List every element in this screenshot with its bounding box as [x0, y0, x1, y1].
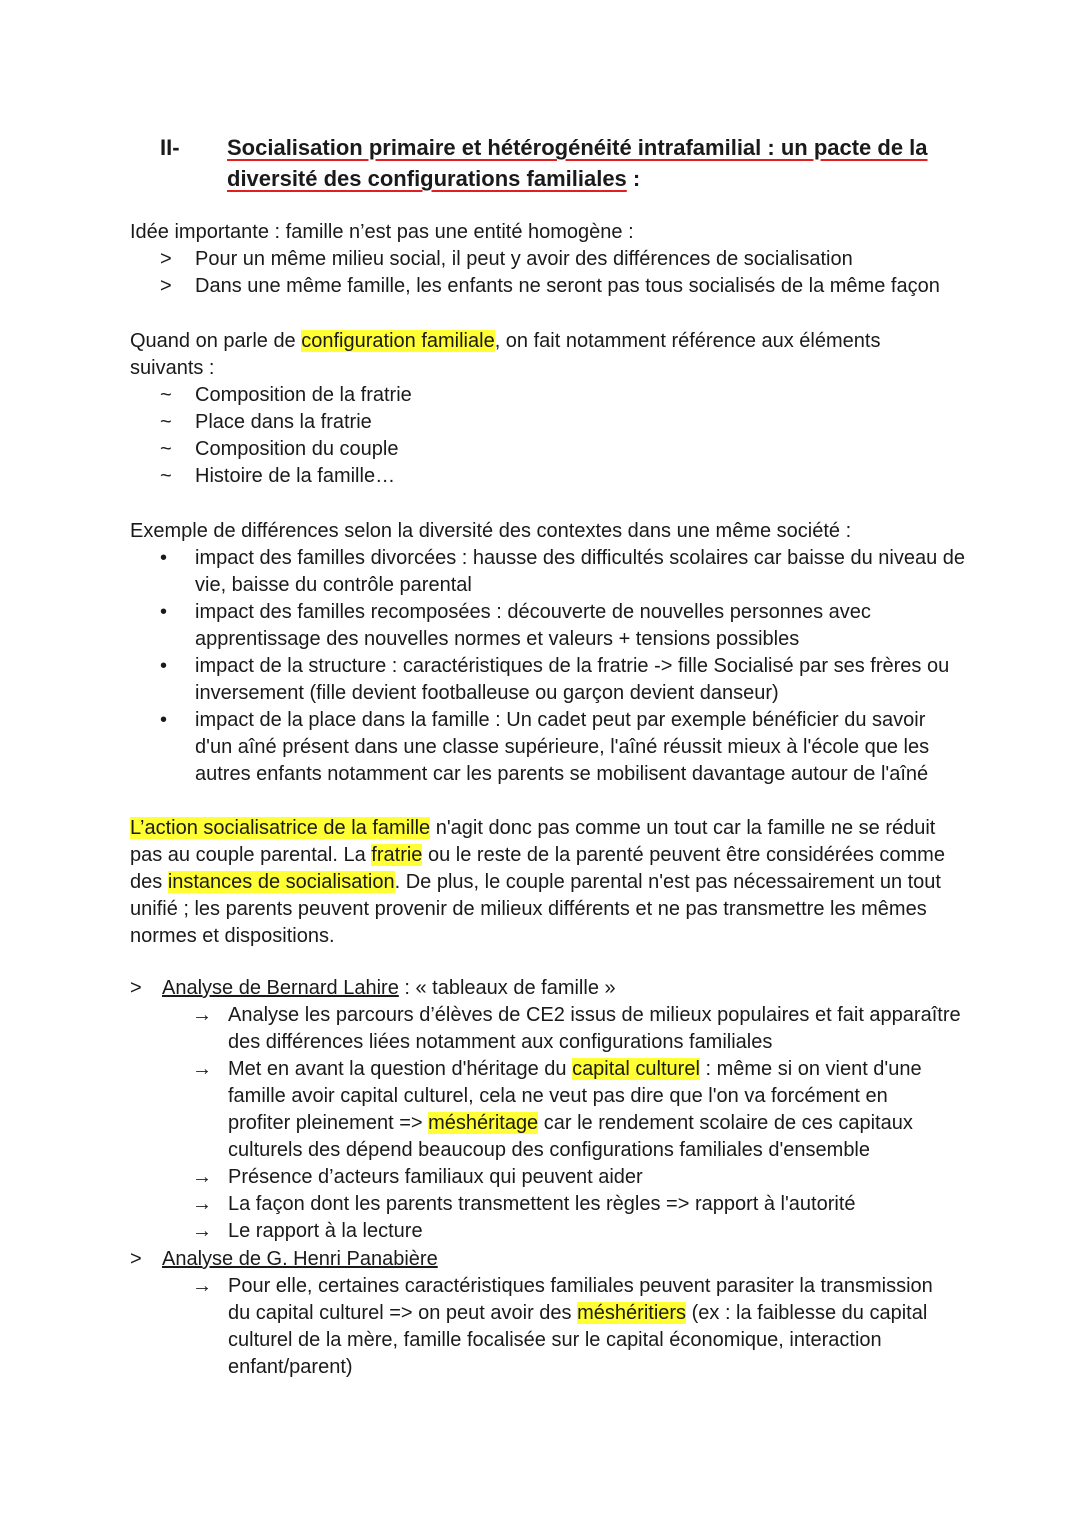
list-item: • impact de la structure : caractéristiques de la fratrie -> fille Socialisé par ses frères ou inversement (fille devient footballeuse ou garçon devient danseur)	[160, 655, 950, 704]
list-item: ~ Composition de la fratrie	[130, 382, 960, 409]
tilde-icon: ~	[160, 438, 172, 460]
list-item: • impact de la place dans la famille : Un cadet peut par exemple bénéficier du savoir d'un aîné présent dans une classe supérieure, l'aîné réussit mieux à l'école que les autres enfants notamment car les parents se mobilisent davantage autour de l'aîné	[160, 709, 930, 785]
tilde-icon: ~	[160, 384, 172, 406]
arrow-right-icon: →	[192, 1193, 212, 1215]
list-item: → Le rapport à la lecture	[130, 1218, 960, 1245]
list-item: → Met en avant la question d'héritage du capital culturel : même si on vient d'une famille avoir capital culturel, cela ne veut pas dire que l'on va forcément en profiter pleinement => méshéritage car le rendement scolaire de ces capitaux culturels des dépend beaucoup des configurations familiales d'ensemble	[192, 1058, 922, 1161]
analysis-title: Analyse de G. Henri Panabière	[162, 1248, 438, 1270]
title-line-1: Socialisation primaire et hétérogénéité intrafamilial : un pacte de la	[227, 135, 928, 160]
chevron-right-icon: >	[130, 977, 142, 999]
analysis-heading	[130, 1246, 960, 1273]
list-item: → Analyse les parcours d’élèves de CE2 issus de milieux populaires et fait apparaître des différences liées notamment aux configurations familiales	[192, 1004, 961, 1053]
exemple-intro: Exemple de différences selon la diversité des contextes dans une même société :	[130, 520, 852, 542]
list-item: → Présence d’acteurs familiaux qui peuvent aider	[130, 1164, 960, 1191]
list-item: ~ Composition du couple	[130, 436, 960, 463]
highlight-term: instances de socialisation	[167, 871, 395, 893]
highlight-term: fratrie	[371, 844, 423, 866]
list-item: • impact des familles divorcées : hausse des difficultés scolaires car baisse du niveau de vie, baisse du contrôle parental	[160, 547, 966, 596]
arrow-right-icon: →	[192, 1220, 212, 1242]
chevron-right-icon: >	[160, 275, 172, 297]
section-title	[227, 132, 957, 194]
tilde-icon: ~	[160, 411, 172, 433]
arrow-right-icon: →	[192, 1004, 212, 1026]
idee-section	[130, 219, 960, 300]
list-item: → La façon dont les parents transmettent les règles => rapport à l'autorité	[130, 1191, 960, 1218]
highlight-term: méshéritage	[428, 1112, 539, 1134]
chevron-right-icon: >	[130, 1248, 142, 1270]
bullet-icon: •	[160, 655, 168, 677]
tilde-icon: ~	[160, 465, 172, 487]
list-item: ~ Histoire de la famille…	[130, 463, 960, 490]
config-section: Quand on parle de configuration familiale, on fait notamment référence aux éléments suivants : ~ Composition de la fratrie ~ Place dans la fratrie ~ Composition du couple ~ Histoire de la famille…	[130, 328, 960, 490]
panabiere-section	[130, 1246, 960, 1381]
highlight-term: méshéritiers	[577, 1302, 687, 1324]
list-item: > Dans une même famille, les enfants ne seront pas tous socialisés de la même façon	[130, 273, 960, 300]
arrow-right-icon: →	[192, 1058, 212, 1080]
bullet-icon: •	[160, 709, 168, 731]
bullet-icon: •	[160, 601, 168, 623]
highlight-term: configuration familiale	[301, 330, 495, 352]
highlight-term: capital culturel	[572, 1058, 700, 1080]
exemple-section	[130, 518, 966, 788]
idee-intro: Idée importante : famille n’est pas une entité homogène :	[130, 221, 634, 243]
arrow-right-icon: →	[192, 1275, 212, 1297]
section-number: II-	[160, 135, 180, 160]
config-intro: Quand on parle de configuration familiale, on fait notamment référence aux éléments	[130, 330, 881, 352]
analysis-title: Analyse de Bernard Lahire	[162, 977, 399, 999]
title-colon: :	[626, 166, 641, 191]
list-item: → Pour elle, certaines caractéristiques familiales peuvent parasiter la transmission du capital culturel => on peut avoir des méshéritiers (ex : la faiblesse du capital culturel de la mère, famille focalisée sur le capital économique, interaction enfant/parent)	[192, 1275, 933, 1378]
highlight-term: L’action socialisatrice de la famille	[130, 817, 431, 839]
list-item: > Pour un même milieu social, il peut y avoir des différences de socialisation	[130, 246, 960, 273]
action-paragraph: L’action socialisatrice de la famille n'agit donc pas comme un tout car la famille ne se réduit pas au couple parental. La fratrie ou le reste de la parenté peuvent être considérées comme des instances de socialisation. De plus, le couple parental n'est pas nécessairement un tout unifié ; les parents peuvent provenir de milieux différents et ne pas transmettre les mêmes normes et dispositions.	[130, 817, 945, 947]
chevron-right-icon: >	[160, 248, 172, 270]
title-line-2: diversité des configurations familiales	[227, 166, 627, 191]
arrow-right-icon: →	[192, 1166, 212, 1188]
lahire-section	[130, 975, 960, 1245]
bullet-icon: •	[160, 547, 168, 569]
analysis-heading: > Analyse de Bernard Lahire : « tableaux de famille »	[130, 975, 960, 1002]
list-item: ~ Place dans la fratrie	[130, 409, 960, 436]
list-item: • impact des familles recomposées : découverte de nouvelles personnes avec apprentissage des nouvelles normes et valeurs + tensions possibles	[160, 601, 871, 650]
